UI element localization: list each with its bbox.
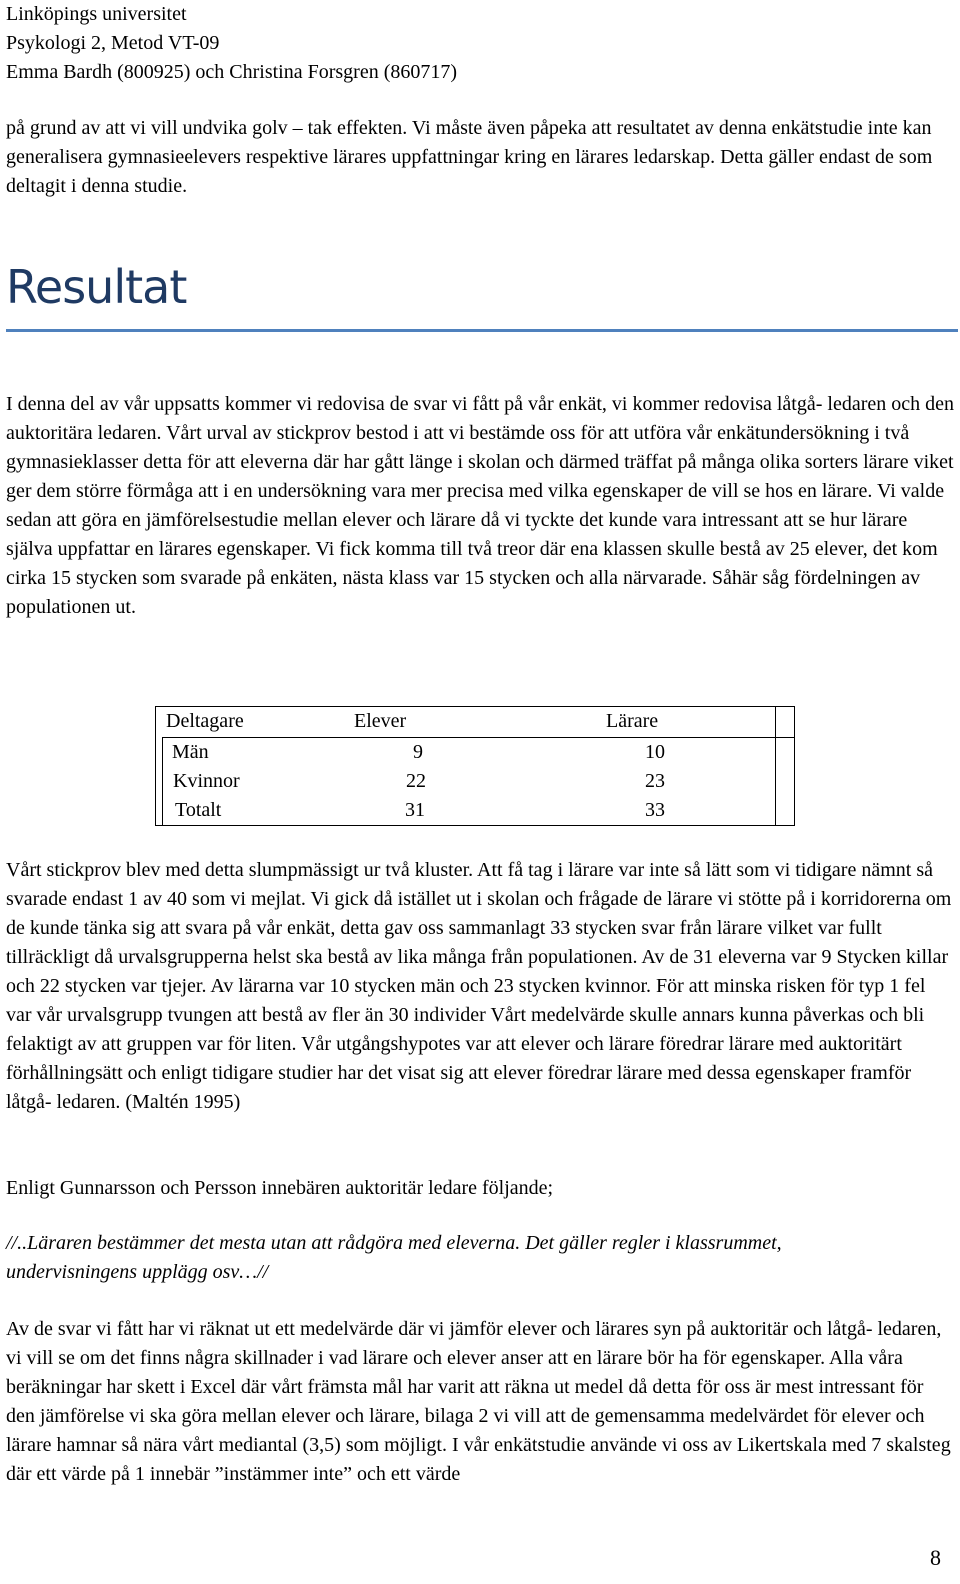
table-inner-border xyxy=(162,737,794,826)
table-cell: 23 xyxy=(645,770,665,792)
table-row-label: Kvinnor xyxy=(173,770,240,792)
document-header xyxy=(6,0,457,87)
table-header-deltagare: Deltagare xyxy=(166,710,244,732)
definition-intro: Enligt Gunnarsson och Persson innebären auktoritär ledare följande; xyxy=(6,1177,554,1199)
method-paragraph: Av de svar vi fått har vi räknat ut ett medelvärde där vi jämför elever och lärares syn på auktoritär och låtgå- ledaren, vi vill se om det finns några skillnader i vad lärare och elever anser att en lärare bör ha för egenskaper. Alla våra beräkningar har skett i Excel där vårt främsta mål har varit att räkna ut medel då detta för oss är mest intressant för den jämförelse vi ska göra mellan elever och lärare, bilaga 2 vi vill att de gemensamma medelvärdet för elever och lärare hamnar så nära vårt mediantal (3,5) som möjligt. I vår enkätstudie använde vi oss av Likertskala med 7 skalsteg där ett värde på 1 innebär ”instämmer inte” och ett värde xyxy=(6,1318,951,1485)
table-row-label: Män xyxy=(172,741,209,763)
header-authors: Emma Bardh (800925) och Christina Forsgren (860717) xyxy=(6,61,458,83)
header-university: Linköpings universitet xyxy=(6,3,187,25)
intro-paragraph: på grund av att vi vill undvika golv – tak effekten. Vi måste även påpeka att resultatet av denna enkätstudie inte kan generalisera gymnasieelevers respektive lärares uppfattningar kring en lärares ledarskap. Detta gäller endast de som deltagit i denna studie. xyxy=(6,117,933,197)
table-cell: 31 xyxy=(405,799,425,821)
sample-paragraph: Vårt stickprov blev med detta slumpmässigt ur två kluster. Att få tag i lärare var inte så lätt som vi tidigare nämnt så svarade endast 1 av 40 som vi mejlat. Vi gick då istället ut i skolan och frågade de lärare vi stötte på i korridorerna om de kunde tänka sig att svara på vår enkät, detta gav oss sammanlagt 33 stycken svar från lärare vilket var fullt tillräckligt då urvalsgrupperna helst ska bestå av lika många från populationen. Av de 31 eleverna var 9 Stycken killar och 22 stycken var tjejer. Av lärarna var 10 stycken män och 23 stycken kvinnor. För att minska risken för typ 1 fel var vår urvalsgrupp tvungen att bestå av fler än 30 individer Vårt medelvärde skulle annars kunna påverkas och bli felaktigt av att gruppen var för liten. Vår utgångshypotes var att elever och lärare föredrar lärare med auktoritärt förhållningsätt och enligt tidigare studier har det visat sig att elever föredrar lärare med dessa egenskaper framför låtgå- ledaren. (Maltén 1995) xyxy=(6,859,952,1113)
table-cell: 22 xyxy=(406,770,426,792)
table-cell: 33 xyxy=(645,799,665,821)
section-heading: Resultat xyxy=(6,260,187,314)
header-course: Psykologi 2, Metod VT-09 xyxy=(6,32,220,54)
results-paragraph: I denna del av vår uppsatts kommer vi redovisa de svar vi fått på vår enkät, vi kommer redovisa låtgå- ledaren och den auktoritära ledaren. Vårt urval av stickprov bestod i att vi bestämde oss för att utföra vår enkätundersökning i två gymnasieklasser detta för att eleverna där har gått länge i skolan och därmed träffat på många olika sorters lärare viket ger dem större förmåga att i en undersökning vara mer precisa med vilka egenskaper de vill se hos en lärare. Vi valde sedan att göra en jämförelsestudie mellan elever och lärare då vi tyckte det kunde vara intressant att se hur lärare själva uppfattar en lärares egenskaper. Vi fick komma till två treor där ena klassen skulle bestå av 25 elever, det kom cirka 15 stycken som svarade på enkäten, nästa klass var 15 stycken och alla närvarade. Såhär såg fördelningen av populationen ut. xyxy=(6,393,954,618)
table-header-larare: Lärare xyxy=(606,710,659,732)
table-row-label: Totalt xyxy=(175,799,222,821)
quote-block: //..Läraren bestämmer det mesta utan att rådgöra med eleverna. Det gäller regler i klassrummet, undervisningens upplägg osv…// xyxy=(6,1232,782,1283)
page-number: 8 xyxy=(930,1545,941,1570)
table-cell: 10 xyxy=(645,741,665,763)
heading-rule xyxy=(6,329,958,332)
table-cell: 9 xyxy=(413,741,423,763)
table-right-divider xyxy=(775,706,776,826)
table-header-elever: Elever xyxy=(354,710,407,732)
